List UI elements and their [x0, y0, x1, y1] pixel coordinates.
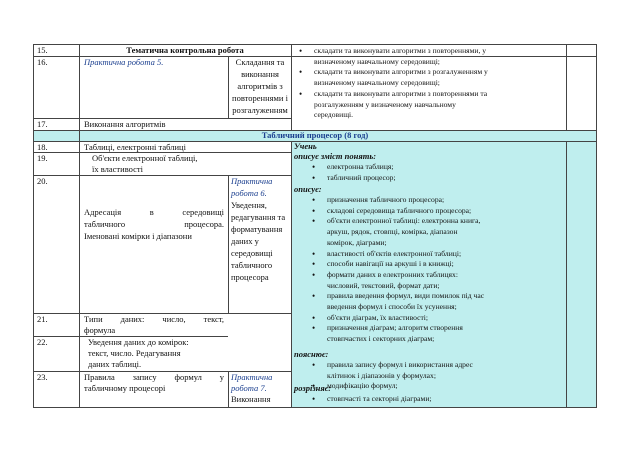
row-number: 17. — [37, 119, 48, 129]
practical-work-topic-line: Складання та — [235, 57, 285, 67]
outcomes-subheading: пояснює: — [294, 349, 329, 359]
outcomes-list — [309, 360, 473, 392]
col-line — [291, 141, 292, 407]
list-item: • складати та виконувати алгоритми з повтореннями та розгалуженням у визначеному навчальному середовищі. — [296, 89, 564, 121]
lesson-topic-line: даних таблиці. — [88, 359, 142, 369]
outcomes-list — [309, 162, 396, 183]
lesson-topic-line: табличному процесорі — [84, 383, 166, 393]
practical-work-topic-line: редагування та — [231, 212, 286, 222]
list-item: • електронна таблиця; — [309, 162, 396, 173]
col-line — [566, 45, 567, 130]
section-title: Табличний процесор (8 год) — [261, 130, 369, 140]
practical-work-label: робота 6. — [231, 188, 267, 198]
practical-work-topic-line: виконання — [241, 69, 279, 79]
row-number: 23. — [37, 372, 48, 382]
list-item: • призначення табличного процесора; — [309, 195, 484, 206]
lesson-topic-line: табличного процесора. — [84, 219, 224, 229]
list-item: • табличний процесор; — [309, 173, 396, 184]
practical-work-topic-line: Уведення, — [231, 200, 267, 210]
outcomes-list — [309, 394, 432, 405]
outcomes-top-list — [296, 46, 564, 121]
lesson-topic-line: Об'єкти електронної таблиці, — [92, 153, 198, 163]
lesson-topic-line: Уведення даних до комірок: — [88, 337, 189, 347]
list-item: • правила введення формул, види помилок під час введення формул і способи їх усунення; — [309, 291, 484, 312]
practical-work-label: Практична робота 5. — [84, 57, 164, 67]
lesson-topic: Тематична контрольна робота — [126, 45, 244, 55]
col-line — [79, 45, 80, 407]
row-number: 20. — [37, 176, 48, 186]
outcomes-subheading: описує зміст понять: — [294, 151, 377, 161]
lesson-topic-line: їх властивості — [92, 164, 143, 174]
practical-work-topic-line: процесора — [231, 272, 269, 282]
list-item: • стовпчасті та секторні діаграми; — [309, 394, 432, 405]
list-item: • об'єкти електронної таблиці: електронна книга, аркуш, рядок, стовпці, комірка, діапазон комірок, діаграми; — [309, 216, 484, 248]
list-item: • властивості об'єктів електронної таблиці; — [309, 249, 484, 260]
list-item: • формати даних в електронних таблицях: числовий, текстовий, формат дати; — [309, 270, 484, 291]
list-item: • складати та виконувати алгоритми з розгалуженням у визначеному навчальному середовищі; — [296, 67, 564, 88]
practical-work-label: робота 7. — [231, 383, 267, 393]
outcomes-heading: Учень — [294, 141, 317, 151]
row-number: 15. — [37, 45, 48, 55]
practical-work-topic-line: Виконання — [231, 394, 271, 404]
outcomes-list — [309, 195, 484, 345]
lesson-topic-line: Типи даних: число, текст, — [84, 314, 224, 324]
list-item: • складати та виконувати алгоритми з повтореннями, у визначеному навчальному середовищі; — [296, 46, 564, 67]
row-number: 21. — [37, 314, 48, 324]
practical-work-topic-line: даних у — [231, 236, 259, 246]
lesson-topic: Виконання алгоритмів — [84, 119, 166, 129]
practical-work-label: Практична — [231, 176, 273, 186]
lesson-topic-line: Адресація в середовищі — [84, 207, 224, 217]
lesson-topic-line: формула — [84, 325, 116, 335]
lesson-topic: Таблиці, електронні таблиці — [84, 142, 186, 152]
row-number: 18. — [37, 142, 48, 152]
practical-work-topic-line: алгоритмів з — [237, 81, 283, 91]
outcomes-subheading: описує: — [294, 184, 322, 194]
list-item: • правила запису формул і використання адрес клітинок і діапазонів у формулах; — [309, 360, 473, 381]
outcomes-subheading: розрізняє: — [294, 383, 332, 393]
list-item: • модифікацію формул; — [309, 381, 473, 392]
row-number: 19. — [37, 153, 48, 163]
list-item: • способи навігації на аркуші і в книжці; — [309, 259, 484, 270]
lesson-topic-line: Правила запису формул у — [84, 372, 224, 382]
curriculum-table — [33, 44, 597, 408]
col-line — [291, 45, 292, 130]
col-line — [228, 371, 229, 407]
practical-work-topic-line: розгалуженням — [232, 105, 288, 115]
row-number: 22. — [37, 337, 48, 347]
col-line — [566, 141, 567, 407]
practical-work-label: Практична — [231, 372, 273, 382]
list-item: • призначення діаграм; алгоритм створення стовпчастих і секторних діаграм; — [309, 323, 484, 344]
col-line — [228, 175, 229, 313]
practical-work-topic-line: середовищі — [231, 248, 273, 258]
row-number: 16. — [37, 57, 48, 67]
list-item: • об'єкти діаграм, їх властивості; — [309, 313, 484, 324]
lesson-topic-line: Іменовані комірки і діапазони — [84, 231, 192, 241]
lesson-topic-line: текст, число. Редагування — [88, 348, 181, 358]
practical-work-topic-line: повтореннями і — [232, 93, 288, 103]
practical-work-topic-line: табличного — [231, 260, 273, 270]
practical-work-topic-line: форматування — [231, 224, 283, 234]
list-item: • складові середовища табличного процесора; — [309, 206, 484, 217]
